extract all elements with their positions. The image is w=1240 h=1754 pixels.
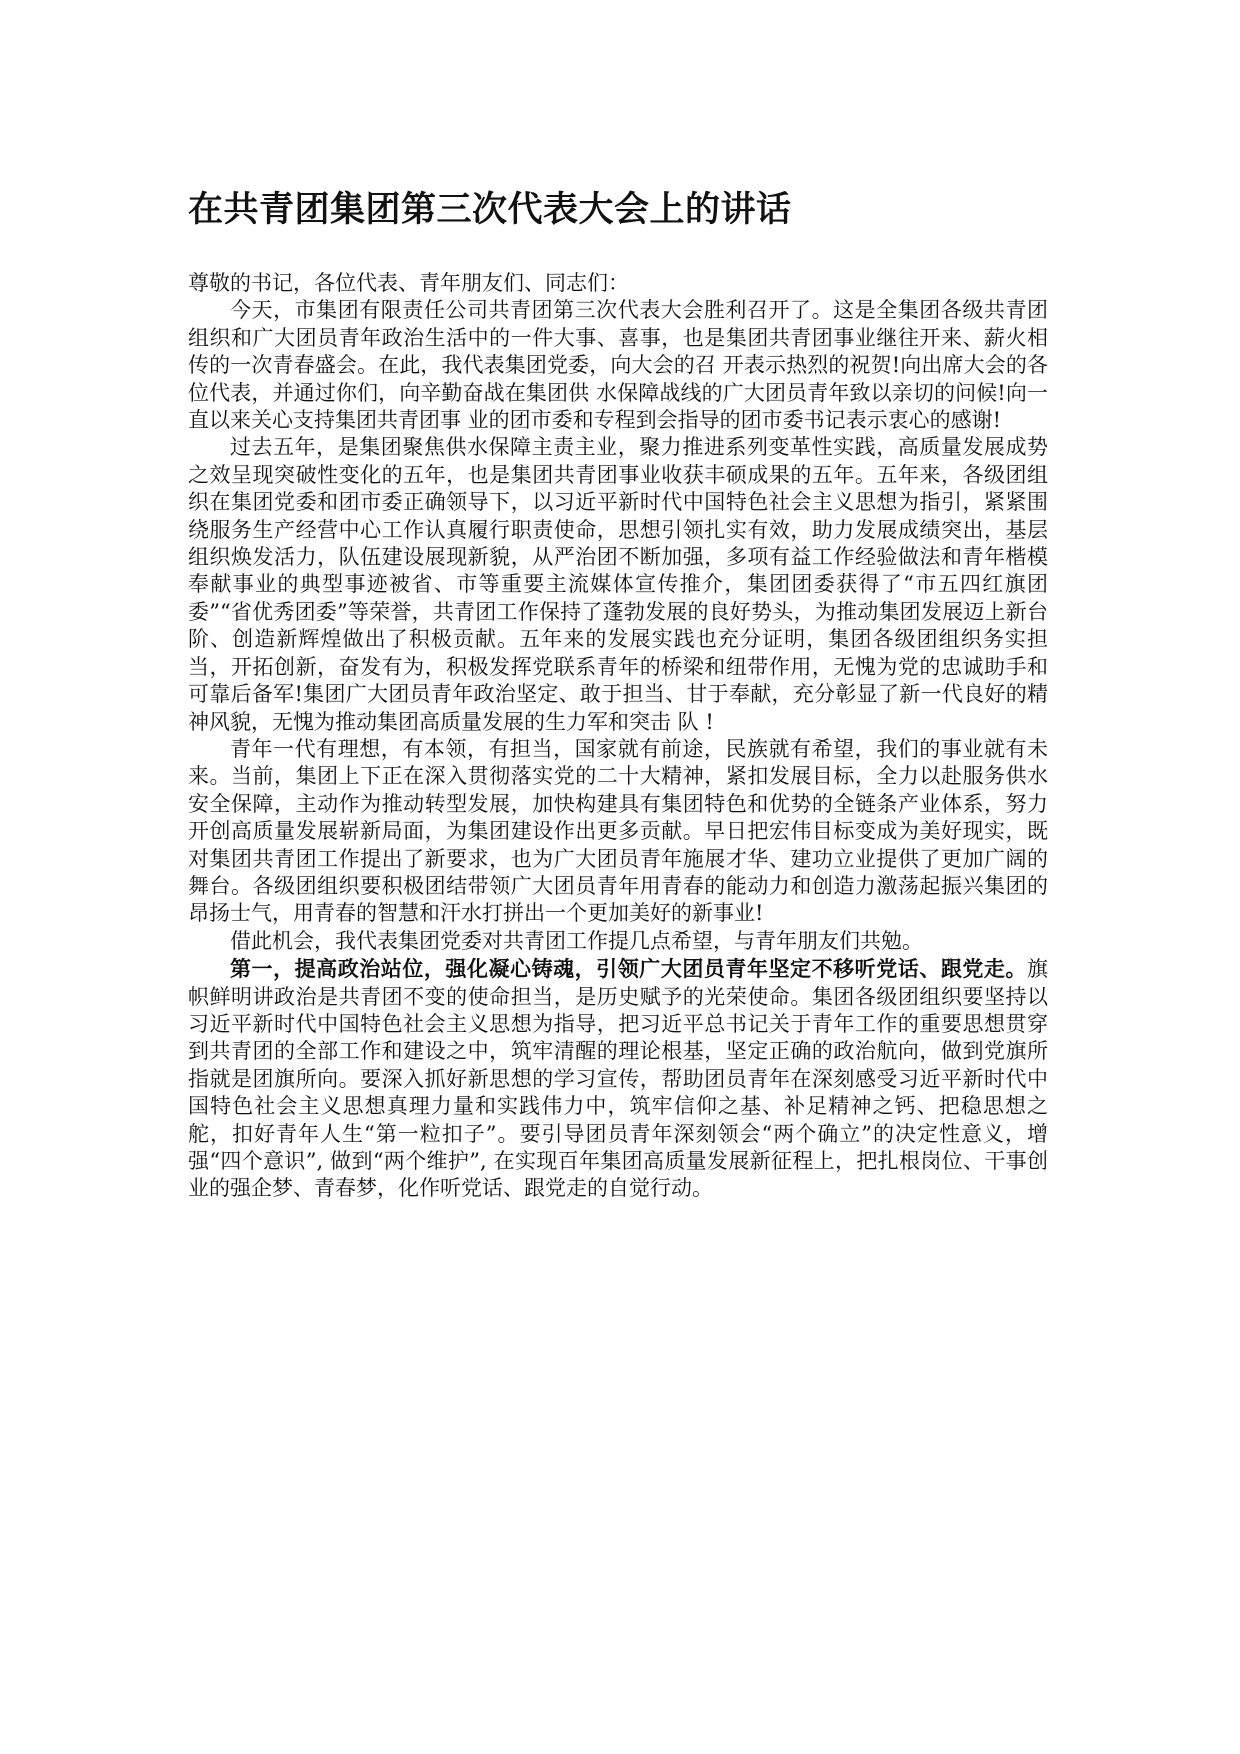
paragraph-point-one	[188, 955, 1048, 1203]
paragraph-past-five-years	[188, 434, 1048, 735]
paragraph-lead-heading: 第一，提高政治站位，强化凝心铸魂，引领广大团员青年坚定不移听党话、跟党走。	[230, 956, 1027, 982]
salutation: 尊敬的书记，各位代表、青年朋友们、同志们：	[188, 271, 629, 295]
paragraph-text: 青年一代有理想，有本领，有担当，国家就有前途，民族就有希望，我们的事业就有未来。当前，集团上下正在深入贯彻落实党的二十大精神，紧扣发展目标，全力以赴服务供水安全保障，主动作为推动转型发展，加快构建具有集团特色和优势的全链条产业体系，努力开创高质量发展崭新局面，为集团建设作出更多贡献。早日把宏伟目标变成为美好现实，既对集团共青团工作提出了新要求，也为广大团员青年施展才华、建功立业提供了更加广阔的舞台。各级团组织要积极团结带领广大团员青年用青春的能动力和创造力激荡起振兴集团的昂扬士气，用青春的智慧和汗水打拼出一个更加美好的新事业!	[188, 736, 1048, 926]
paragraph-text: 借此机会，我代表集团党委对共青团工作提几点希望，与青年朋友们共勉。	[230, 928, 923, 953]
paragraph-youth-generation	[188, 736, 1048, 928]
document-body	[188, 188, 1048, 1203]
paragraph-opening	[188, 297, 1048, 434]
paragraph-text: 旗帜鲜明讲政治是共青团不变的使命担当，是历史赋予的光荣使命。集团各级团组织要坚持以习近平新时代中国特色社会主义思想为指导，把习近平总书记关于青年工作的重要思想贯穿到共青团的全部工作和建设之中，筑牢清醒的理论根基，坚定正确的政治航向，做到党旗所指就是团旗所向。要深入抓好新思想的学习宣传，帮助团员青年在深刻感受习近平新时代中国特色社会主义思想真理力量和实践伟力中，筑牢信仰之基、补足精神之钙、把稳思想之舵，扣好青年人生“第一粒扣子”。要引导团员青年深刻领会“两个确立”的决定性意义，增强“四个意识”, 做到“两个维护”, 在实现百年集团高质量发展新征程上，把扎根岗位、干事创业的强企梦、青春梦，化作听党话、跟党走的自觉行动。	[188, 957, 1048, 1201]
page-title: 在共青团集团第三次代表大会上的讲话	[188, 190, 792, 230]
paragraph-text: 今天，市集团有限责任公司共青团第三次代表大会胜利召开了。这是全集团各级共青团组织和广大团员青年政治生活中的一件大事、喜事，也是集团共青团事业继往开来、薪火相传的一次青春盛会。在此，我代表集团党委，向大会的召 开表示热烈的祝贺!向出席大会的各位代表，并通过你们，向辛勤奋战在集团供 水保障战线的广大团员青年致以亲切的问候!向一直以来关心支持集团共青团事 业的团市委和专程到会指导的团市委书记表示衷心的感谢!	[188, 298, 1048, 433]
paragraph-text: 过去五年，是集团聚焦供水保障主责主业，聚力推进系列变革性实践，高质量发展成势之效呈现突破性变化的五年，也是集团共青团事业收获丰硕成果的五年。五年来，各级团组织在集团党委和团市委正确领导下，以习近平新时代中国特色社会主义思想为指引，紧紧围绕服务生产经营中心工作认真履行职责使命，思想引领扎实有效，助力发展成绩突出，基层组织焕发活力，队伍建设展现新貌，从严治团不断加强，多项有益工作经验做法和青年楷模奉献事业的典型事迹被省、市等重要主流媒体宣传推介，集团团委获得了“市五四红旗团委”“省优秀团委”等荣誉，共青团工作保持了蓬勃发展的良好势头，为推动集团发展迈上新台阶、创造新辉煌做出了积极贡献。五年来的发展实践也充分证明，集团各级团组织务实担当，开拓创新，奋发有为，积极发挥党联系青年的桥梁和纽带作用，无愧为党的忠诚助手和可靠后备军!集团广大团员青年政治坚定、敢于担当、甘于奉献，充分彰显了新一代良好的精神风貌，无愧为推动集团高质量发展的生力军和突击 队 !	[188, 435, 1048, 734]
paragraph-hopes-intro	[188, 928, 1048, 955]
